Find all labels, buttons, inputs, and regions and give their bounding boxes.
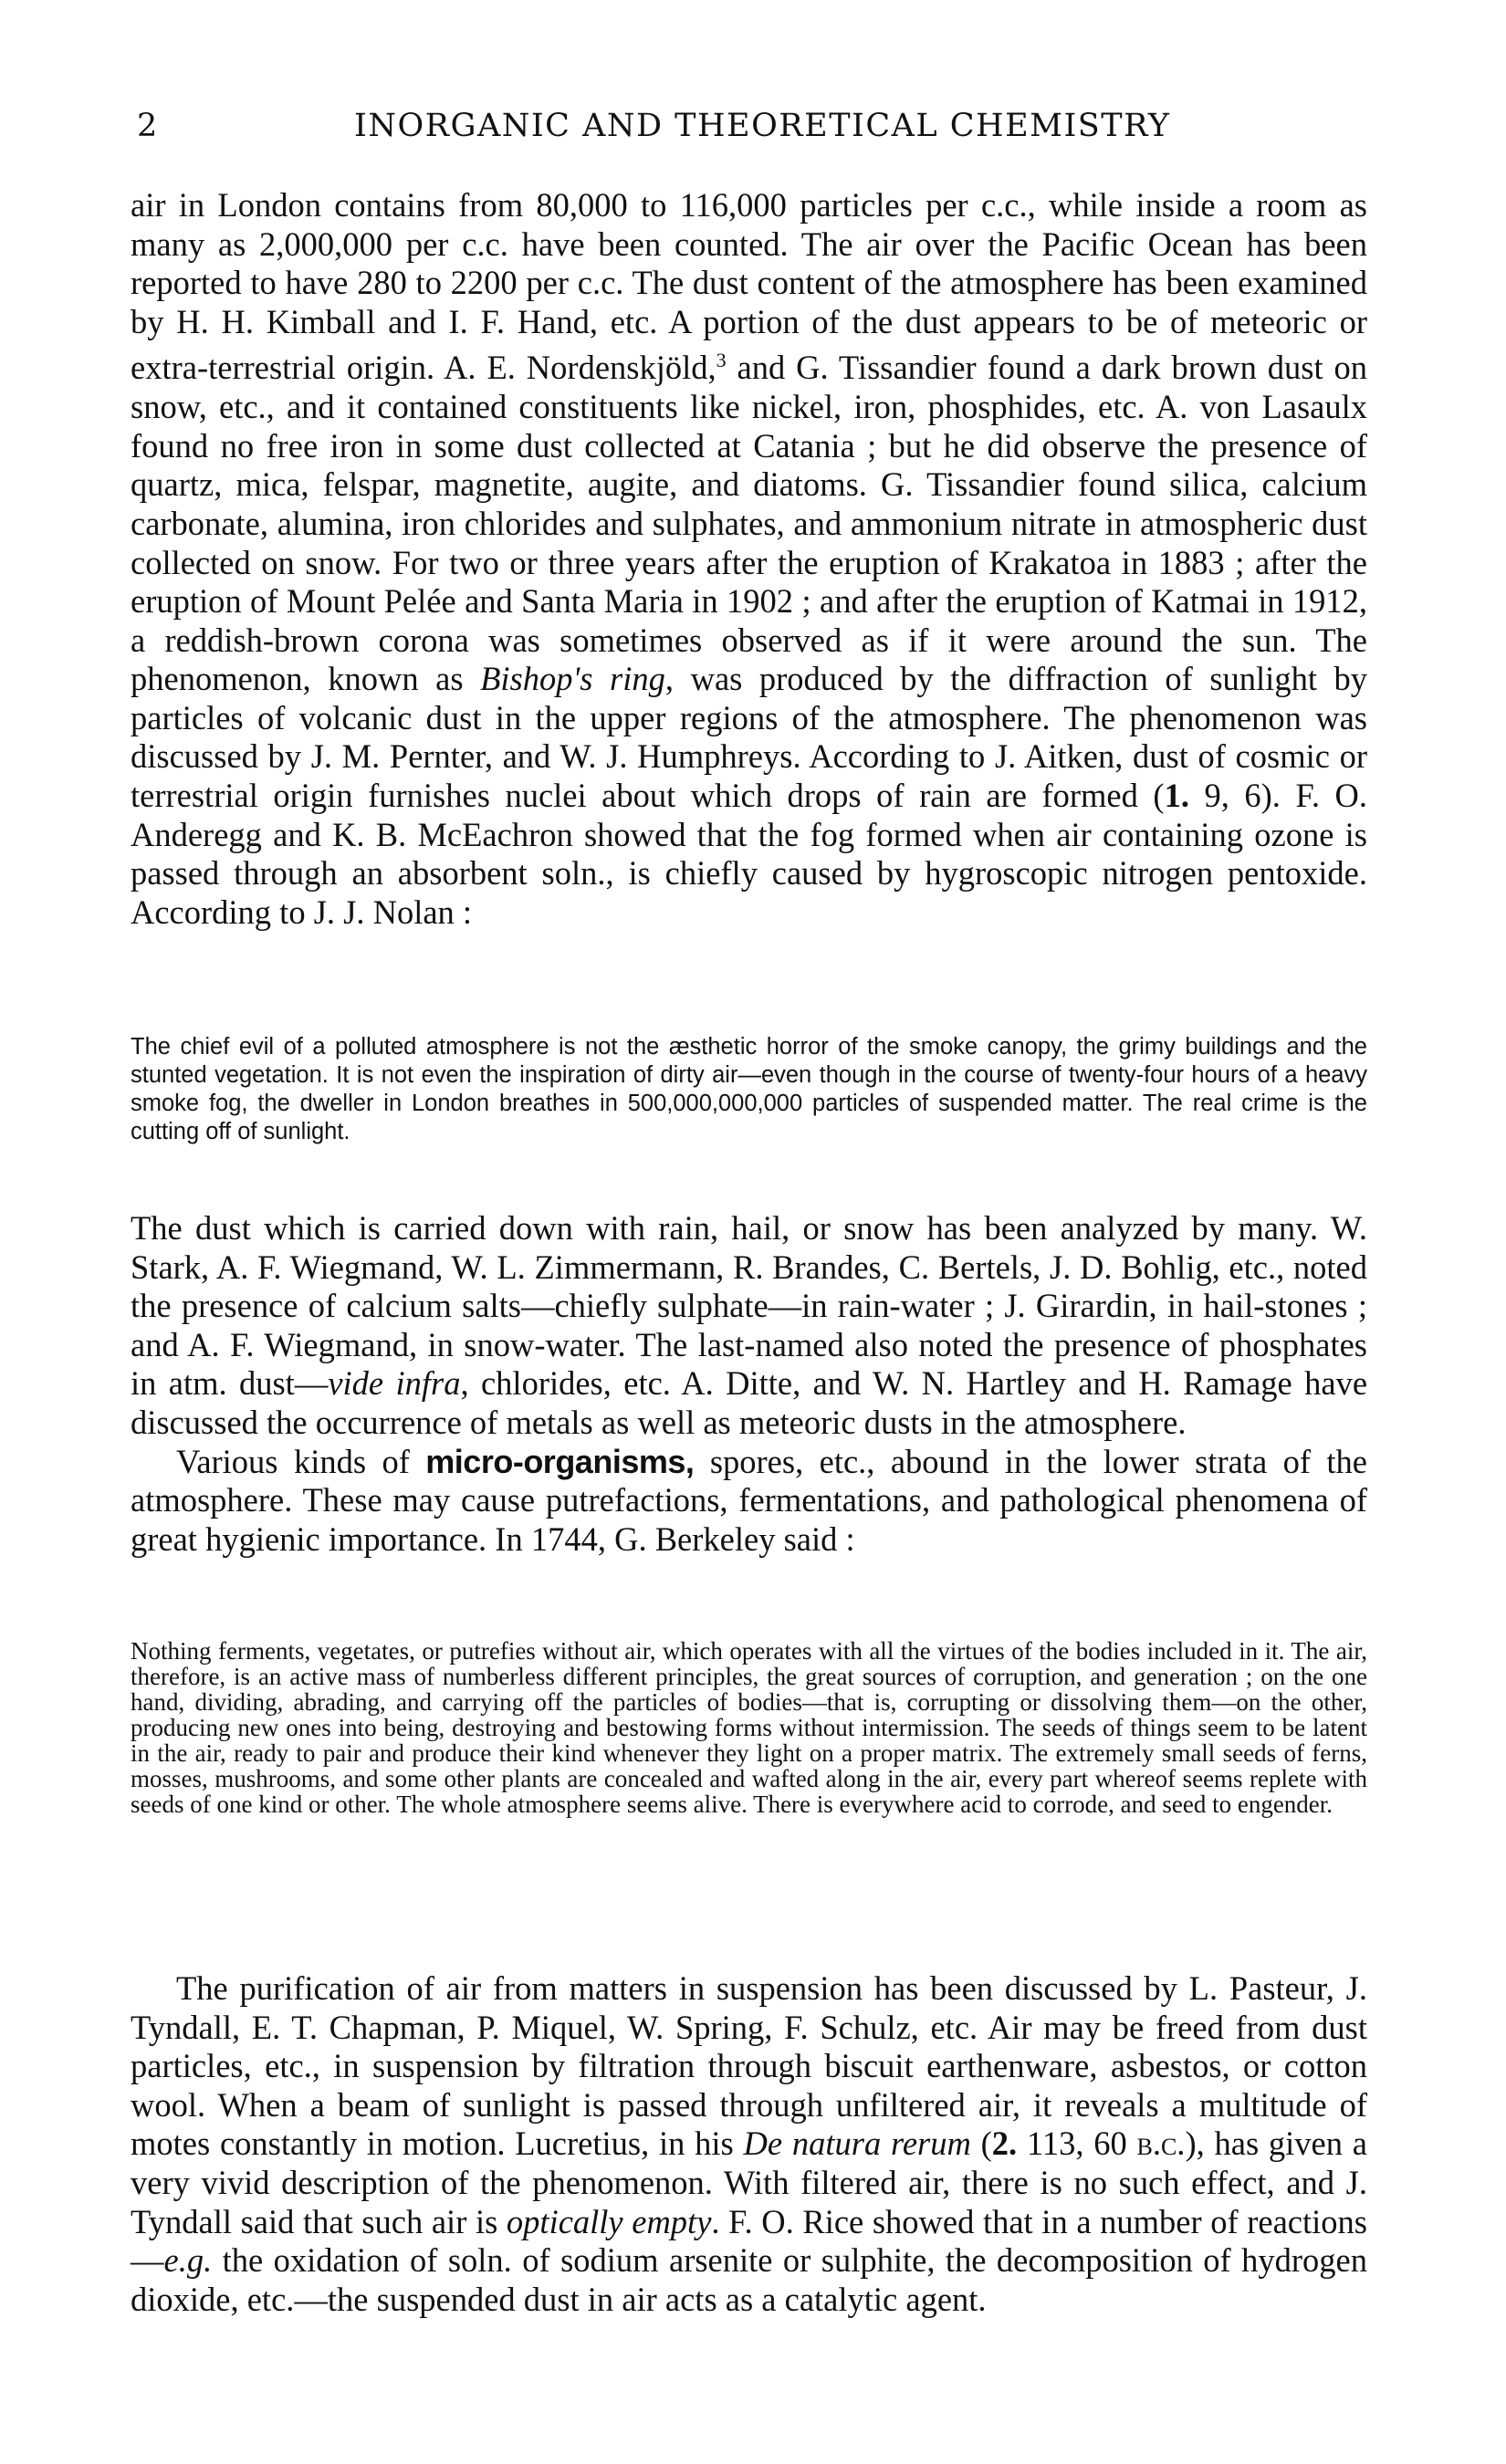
block-quote-berkeley: Nothing ferments, vegetates, or putrefies without air, which operates with all the virtues of the bodies included in it. The air, therefore, is an active mass of numberless different principles, the great sources of corruption, and generation ; on the one hand, dividing, abrading, and carrying off the particles of bodies—that is, corrupting or dissolving them—on the other, producing new ones into being, destroying and bestowing forms without intermission. The seeds of things seem to be latent in the air, ready to pair and produce their kind whenever they light on a proper matrix. The extremely small seeds of ferns, mosses, mushrooms, and some other plants are concealed and wafted along in the air, every part whereof seems replete with seeds of one kind or other. The whole atmosphere seems alive. There is everywhere acid to corrode, and seed to engender.: [131, 1637, 1367, 1818]
paragraph-micro-organisms: Various kinds of micro-organisms, spores, etc., abound in the lower strata of the atmosphere. These may cause putrefactions, fermentations, and pathological phenomena of great hygienic importance. In 1744, G. Berkeley said :: [131, 1442, 1367, 1558]
cross-reference: 1.: [1164, 777, 1189, 815]
paragraph-purification-of-air: The purification of air from matters in suspension has been discussed by L. Pasteur, J. Tyndall, E. T. Chapman, P. Miquel, W. Spring, F. Schulz, etc. Air may be freed from dust particles, etc., in suspension by filtration through biscuit earthenware, asbestos, or cotton wool. When a beam of sunlight is passed through unfiltered air, it reveals a multitude of motes constantly in motion. Lucretius, in his De natura rerum (2. 113, 60 b.c.), has given a very vivid description of the phenomenon. With filtered air, there is no such effect, and J. Tyndall said that such air is optically empty. F. O. Rice showed that in a number of reactions—e.g. the oxidation of soln. of sodium arsenite or sulphite, the decomposition of hydrogen dioxide, etc.—the suspended dust in air acts as a catalytic agent.: [131, 1969, 1367, 2318]
page-header: [137, 108, 1360, 153]
paragraph-atmospheric-dust: air in London contains from 80,000 to 116,000 particles per c.c., while inside a room as many as 2,000,000 per c.c. have been counted. The air over the Pacific Ocean has been reported to have 280 to 2200 per c.c. The dust content of the atmosphere has been examined by H. H. Kimball and I. F. Hand, etc. A portion of the dust appears to be of meteoric or extra-terrestrial origin. A. E. Nordenskjöld,$^3$ and G. Tissandier found a dark brown dust on snow, etc., and it contained constituents like nickel, iron, phosphides, etc. A. von Lasaulx found no free iron in some dust collected at Catania ; but he did observe the presence of quartz, mica, felspar, magnetite, augite, and diatoms. G. Tissandier found silica, calcium carbonate, alumina, iron chlorides and sulphates, and ammonium nitrate in atmospheric dust collected on snow. For two or three years after the eruption of Krakatoa in 1883 ; after the eruption of Mount Pelée and Santa Maria in 1902 ; and after the eruption of Katmai in 1912, a reddish-brown corona was sometimes observed as if it were around the sun. The phenomenon, known as Bishop's ring, was produced by the diffraction of sunlight by particles of volcanic dust in the upper regions of the atmosphere. The phenomenon was discussed by J. M. Pernter, and W. J. Humphreys. According to J. Aitken, dust of cosmic or terrestrial origin furnishes nuclei about which drops of rain are formed (1. 9, 6). F. O. Anderegg and K. B. McEachron showed that the fog formed when air containing ozone is passed through an absorbent soln., is chiefly caused by hygroscopic nitrogen pentoxide. According to J. J. Nolan :: [131, 186, 1368, 931]
running-title: INORGANIC AND THEORETICAL CHEMISTRY: [354, 108, 1171, 144]
page-number: 2: [137, 108, 159, 144]
term-bishops-ring: Bishop's ring: [480, 660, 665, 698]
footnote-marker: 3: [716, 349, 727, 372]
bold-term-micro-organisms: micro-organisms,: [425, 1442, 695, 1480]
block-quote-nolan: The chief evil of a polluted atmosphere is not the æsthetic horror of the smoke canopy, the grimy buildings and the stunted vegetation. It is not even the inspiration of dirty air—even though in the course of twenty-four hours of a heavy smoke fog, the dweller in London breathes in 500,000,000,000 particles of suspended matter. The real crime is the cutting off of sunlight.: [131, 1034, 1367, 1144]
paragraph-dust-in-rain: The dust which is carried down with rain, hail, or snow has been analyzed by many. W. Stark, A. F. Wiegmand, W. L. Zimmermann, R. Brandes, C. Bertels, J. D. Bohlig, etc., noted the presence of calcium salts—chiefly sulphate—in rain-water ; J. Girardin, in hail-stones ; and A. F. Wiegmand, in snow-water. The last-named also noted the presence of phosphates in atm. dust—vide infra, chlorides, etc. A. Ditte, and W. N. Hartley and H. Ramage have discussed the occurrence of metals as well as meteoric dusts in the atmosphere. Various kinds of micro-organisms, spores, etc., abound in the lower strata of the atmosphere. These may cause putrefactions, fermentations, and pathological phenomena of great hygienic importance. In 1744, G. Berkeley said :: [131, 1209, 1368, 1558]
